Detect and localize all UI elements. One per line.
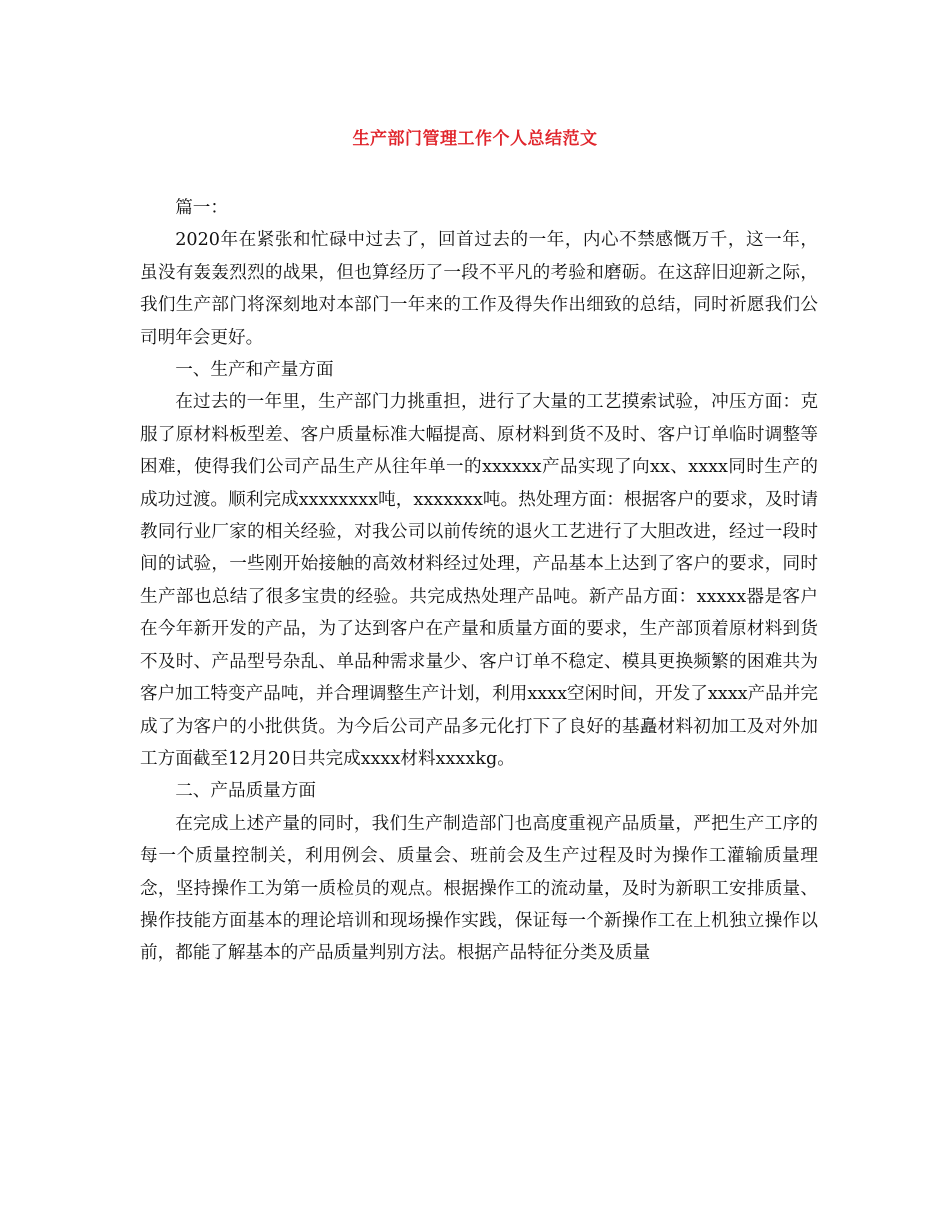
paragraph-heading-part-one: 篇一： [175, 198, 228, 218]
paragraph-quality: 在完成上述产量的同时，我们生产制造部门也高度重视产品质量，严把生产工序的每一个质量控制关，利用例会、质量会、班前会及生产过程及时为操作工灌输质量理念，坚持操作工为第一质检员的观点。根据操作工的流动量，及时为新职工安排质量、操作技能方面基本的理论培训和现场操作实践，保证每一个新操作工在上机独立操作以前，都能了解基本的产品质量判别方法。根据产品特征分类及质量 [140, 813, 818, 964]
section-heading-production: 一、生产和产量方面 [175, 360, 334, 381]
paragraph-production: 在过去的一年里，生产部门力挑重担，进行了大量的工艺摸索试验，冲压方面：克服了原材料板型差、客户质量标准大幅提高、原材料到货不及时、客户订单临时调整等困难，使得我们公司产品生产从往年单一的xxxxxx产品实现了向xx、xxxx同时生产的成功过渡。顺利完成xxxxxxxx吨，xxxxxxx吨。热处理方面：根据客户的要求，及时请教同行业厂家的相关经验，对我公司以前传统的退火工艺进行了大胆改进，经过一段时间的试验，一些刚开始接触的高效材料经过处理，产品基本上达到了客户的要求，同时生产部也总结了很多宝贵的经验。共完成热处理产品吨。新产品方面：xxxxx器是客户在今年新开发的产品，为了达到客户在产量和质量方面的要求，生产部顶着原材料到货不及时、产品型号杂乱、单品种需求量少、客户订单不稳定、模具更换频繁的困难共为客户加工特变产品吨，并合理调整生产计划，利用xxxx空闲时间，开发了xxxx产品并完成了为客户的小批供货。为今后公司产品多元化打下了良好的基矗材料初加工及对外加工方面截至12月20日共完成xxxx材料xxxxkg。 [140, 392, 818, 769]
document-body [140, 192, 818, 970]
document-title: 生产部门管理工作个人总结范文 [352, 129, 598, 149]
paragraph-intro: 2020年在紧张和忙碌中过去了，回首过去的一年，内心不禁感慨万千，这一年，虽没有轰轰烈烈的战果，但也算经历了一段不平凡的考验和磨砺。在这辞旧迎新之际，我们生产部门将深刻地对本部门一年来的工作及得失作出细致的总结，同时祈愿我们公司明年会更好。 [140, 230, 818, 348]
section-heading-quality: 二、产品质量方面 [175, 781, 316, 802]
